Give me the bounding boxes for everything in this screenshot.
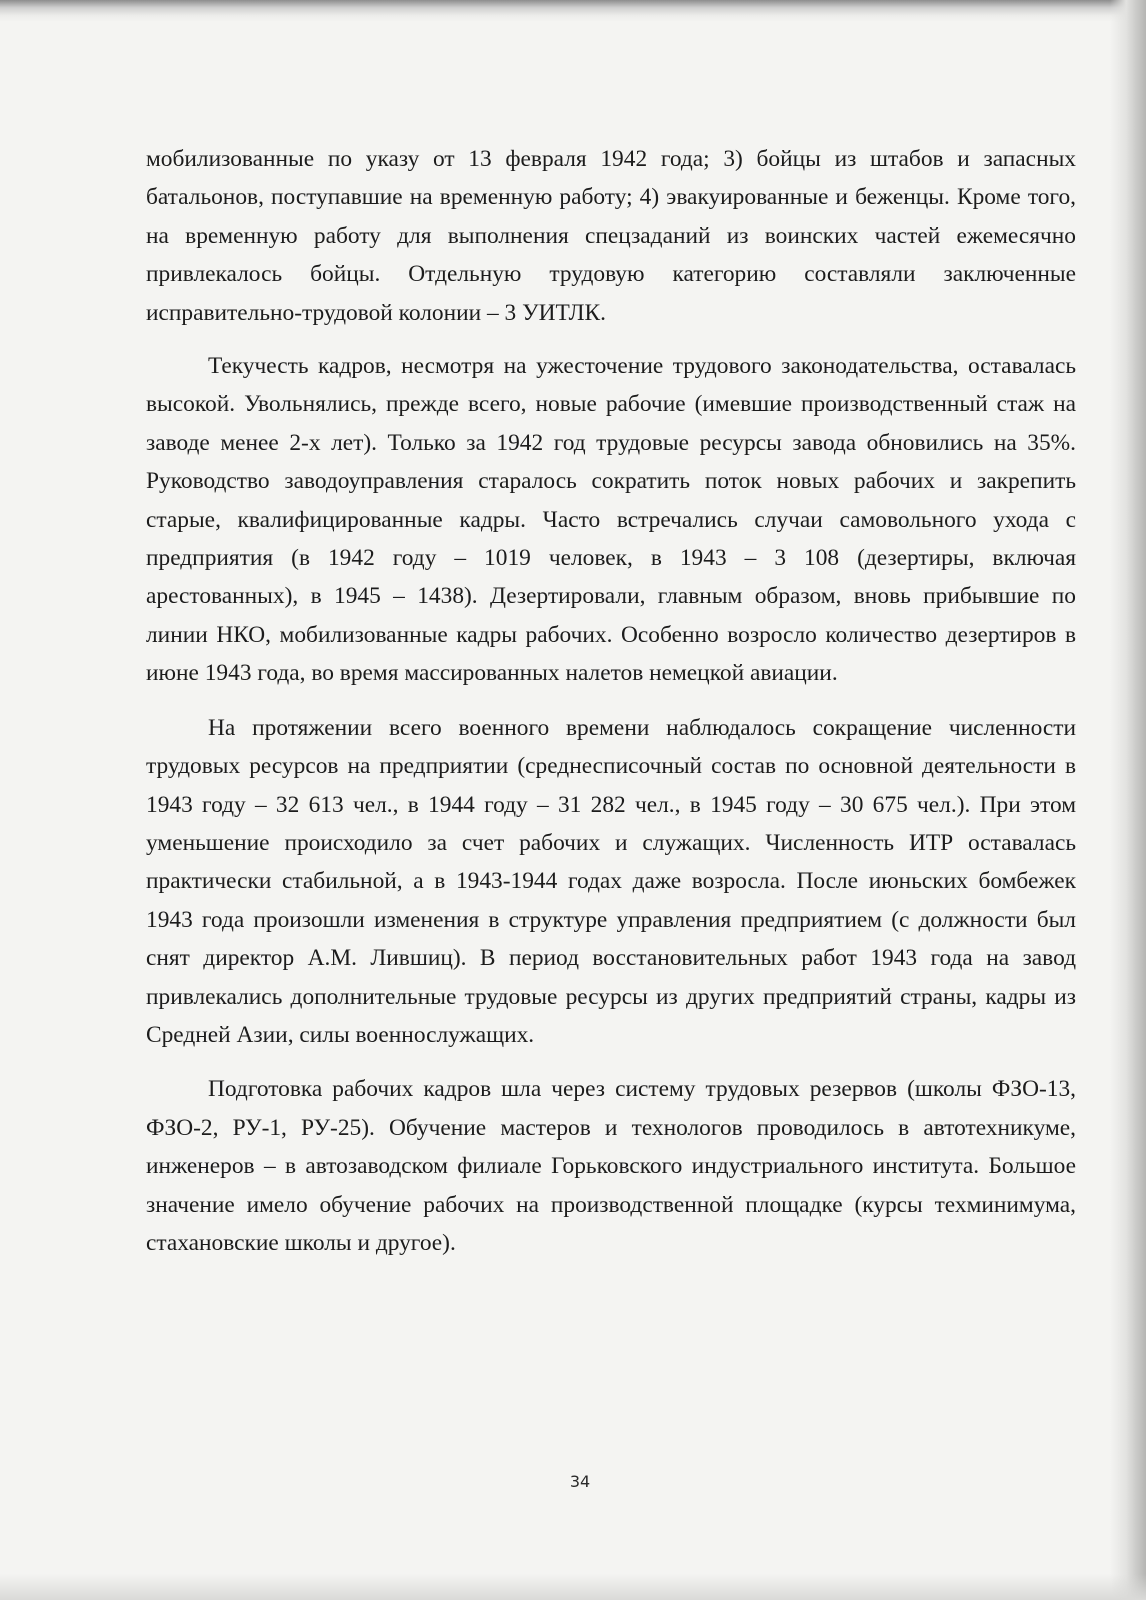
paragraph-workforce-reduction: На протяжении всего военного времени наблюдалось сокращение численности трудовых ресурсов на предприятии (среднесписочный состав по основной деятельности в 1943 году – 32 613 чел., в 1944 году – 31 282 чел., в 1945 году – 30 675 чел.). При этом уменьшение происходило за счет рабочих и служащих. Численность ИТР оставалась практически стабильной, а в 1943-1944 годах даже возросла. После июньских бомбежек 1943 года произошли изменения в структуре управления предприятием (с должности был снят директор А.М. Лившиц). В период восстановительных работ 1943 года на завод привлекались дополнительные трудовые ресурсы из других предприятий страны, кадры из Средней Азии, силы военнослужащих. <box>146 714 1076 1048</box>
document-body <box>146 140 1076 1262</box>
paragraph-staff-turnover: Текучесть кадров, несмотря на ужесточение трудового законодательства, оставалась высокой. Увольнялись, прежде всего, новые рабочие (имевшие производственный стаж на заводе менее 2-х лет). Только за 1942 год трудовые ресурсы завода обновились на 35%. Руководство заводоуправления старалось сократить поток новых рабочих и закрепить старые, квалифицированные кадры. Часто встречались случаи самовольного ухода с предприятия (в 1942 году – 1019 человек, в 1943 – 3 108 (дезертиры, включая арестованных), в 1945 – 1438). Дезертировали, главным образом, вновь прибывшие по линии НКО, мобилизованные кадры рабочих. Особенно возросло количество дезертиров в июне 1943 года, во время массированных налетов немецкой авиации. <box>146 353 1076 687</box>
scan-shadow-top <box>0 0 1146 22</box>
scan-shadow-bottom <box>0 1574 1146 1600</box>
page-number: 34 <box>569 1472 591 1491</box>
scan-shadow-right <box>1110 0 1146 1600</box>
paragraph-continuation: мобилизованные по указу от 13 февраля 1942 года; 3) бойцы из штабов и запасных батальонов, поступавшие на временную работу; 4) эвакуированные и беженцы. Кроме того, на временную работу для выполнения спецзаданий из воинских частей ежемесячно привлекалось бойцы. Отдельную трудовую категорию составляли заключенные исправительно-трудовой колонии – 3 УИТЛК. <box>146 146 1076 326</box>
paragraph-worker-training: Подготовка рабочих кадров шла через систему трудовых резервов (школы ФЗО-13, ФЗО-2, РУ-1, РУ-25). Обучение мастеров и технологов проводилось в автотехникуме, инженеров – в автозаводском филиале Горьковского индустриального института. Большое значение имело обучение рабочих на производственной площадке (курсы техминимума, стахановские школы и другое). <box>146 1076 1076 1256</box>
